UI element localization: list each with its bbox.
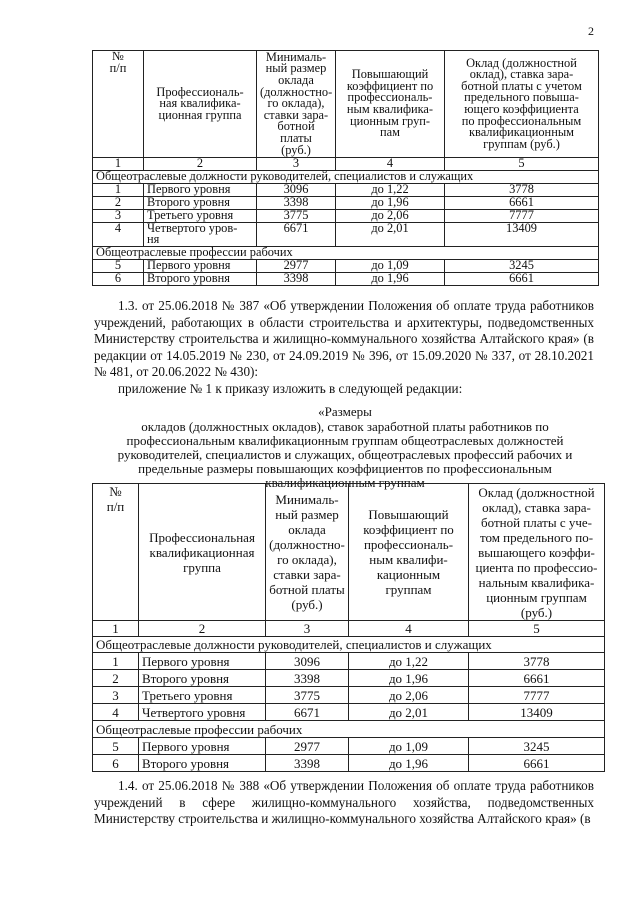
row-min-salary: 3398: [266, 670, 349, 687]
row-number: 4: [93, 704, 139, 721]
row-min-salary: 3398: [257, 272, 336, 285]
row-coefficient: до 2,01: [336, 222, 445, 246]
column-number: 5: [469, 621, 605, 637]
row-salary-max: 6661: [469, 755, 605, 772]
table-row: [93, 272, 599, 285]
row-group: Второго уровня: [139, 670, 266, 687]
column-number: 4: [349, 621, 469, 637]
column-number: 2: [139, 621, 266, 637]
row-min-salary: 2977: [266, 738, 349, 755]
row-group: Первого уровня: [139, 738, 266, 755]
column-number: 4: [336, 158, 445, 171]
row-salary-max: 3778: [469, 653, 605, 670]
row-coefficient: до 2,06: [349, 687, 469, 704]
row-coefficient: до 2,06: [336, 209, 445, 222]
row-group: Второго уровня: [139, 755, 266, 772]
table-row: [93, 738, 605, 755]
row-salary-max: 6661: [445, 196, 599, 209]
table-row: [93, 222, 599, 246]
header-number: № п/п: [93, 51, 144, 158]
table-row: [93, 653, 605, 670]
column-number-row: [93, 621, 605, 637]
salary-table-1: [92, 50, 599, 286]
row-coefficient: до 1,09: [336, 259, 445, 272]
row-group: Второго уровня: [144, 272, 257, 285]
row-coefficient: до 1,96: [336, 196, 445, 209]
column-number: 3: [266, 621, 349, 637]
row-coefficient: до 2,01: [349, 704, 469, 721]
paragraph-1-4: 1.4. от 25.06.2018 № 388 «Об утверждении Положения об оплате труда работников учреждений в сфере жилищно-коммунального хозяйства, подведомственных Министерству строительства и жилищно-коммунального хозяйства Алтайского края» (в: [94, 778, 594, 826]
table-header-row: [93, 51, 599, 158]
row-coefficient: до 1,22: [349, 653, 469, 670]
row-number: 6: [93, 272, 144, 285]
section-title: Общеотраслевые профессии рабочих: [93, 246, 599, 259]
column-number: 3: [257, 158, 336, 171]
header-min-salary: Минималь- ный размер оклада (должностно- го оклада), ставки зара- ботной платы (руб.): [257, 51, 336, 158]
header-coefficient: Повышающий коэффициент по профессиональ- ным квалифика- ционным груп- пам: [336, 51, 445, 158]
row-number: 2: [93, 196, 144, 209]
row-min-salary: 3398: [266, 755, 349, 772]
header-number: № п/п: [93, 484, 139, 621]
row-salary-max: 13409: [445, 222, 599, 246]
row-min-salary: 3096: [257, 183, 336, 196]
paragraph-appendix: приложение № 1 к приказу изложить в следующей редакции:: [118, 381, 463, 396]
section-row: [93, 637, 605, 653]
row-number: 1: [93, 653, 139, 670]
row-min-salary: 3398: [257, 196, 336, 209]
row-group: Первого уровня: [139, 653, 266, 670]
appendix-title-body: окладов (должностных окладов), ставок заработной платы работников по профессиональным квалификационным группам общеотраслевых должностей руководителей, специалистов и служащих, общеотраслевых профессий рабочих и предельные размеры повышающих коэффициентов по профессиональным квалификационным группам: [117, 418, 573, 490]
row-salary-max: 3245: [469, 738, 605, 755]
row-min-salary: 6671: [257, 222, 336, 246]
row-min-salary: 3775: [257, 209, 336, 222]
row-min-salary: 3096: [266, 653, 349, 670]
row-salary-max: 13409: [469, 704, 605, 721]
header-salary-max: Оклад (должностной оклад), ставка зара- ботной платы с учетом предельного повыша- ющего коэффициента по профессиональным квалификационным группам (руб.): [445, 51, 599, 158]
section-title: Общеотраслевые должности руководителей, специалистов и служащих: [93, 637, 605, 653]
row-number: 3: [93, 687, 139, 704]
header-salary-max: Оклад (должностной оклад), ставка зара- ботной платы с уче- том предельного по- вышающего коэффи- циента по профессио- нальным квалифика- ционным группам (руб.): [469, 484, 605, 621]
row-number: 1: [93, 183, 144, 196]
row-coefficient: до 1,96: [349, 670, 469, 687]
header-coefficient: Повышающий коэффициент по профессиональ- ным квалифи- кационным группам: [349, 484, 469, 621]
row-group: Третьего уровня: [144, 209, 257, 222]
row-salary-max: 7777: [445, 209, 599, 222]
header-min-salary: Минималь- ный размер оклада (должностно- го оклада), ставки зара- ботной платы (руб.): [266, 484, 349, 621]
row-min-salary: 3775: [266, 687, 349, 704]
row-number: 5: [93, 259, 144, 272]
column-number: 1: [93, 158, 144, 171]
table-row: [93, 687, 605, 704]
column-number: 1: [93, 621, 139, 637]
column-number: 5: [445, 158, 599, 171]
table-row: [93, 670, 605, 687]
row-min-salary: 2977: [257, 259, 336, 272]
appendix-title-line1: «Размеры: [318, 404, 372, 419]
table-row: [93, 704, 605, 721]
row-group: Второго уровня: [144, 196, 257, 209]
row-number: 6: [93, 755, 139, 772]
section-row: [93, 721, 605, 738]
row-group: Первого уровня: [144, 183, 257, 196]
row-coefficient: до 1,96: [349, 755, 469, 772]
header-group: Профессиональная квалификационная группа: [139, 484, 266, 621]
row-coefficient: до 1,96: [336, 272, 445, 285]
section-title: Общеотраслевые профессии рабочих: [93, 721, 605, 738]
table-row: [93, 755, 605, 772]
row-number: 3: [93, 209, 144, 222]
row-salary-max: 6661: [469, 670, 605, 687]
page-number: 2: [588, 24, 594, 38]
row-number: 5: [93, 738, 139, 755]
row-salary-max: 3245: [445, 259, 599, 272]
row-group: Четвертого уровня: [139, 704, 266, 721]
salary-table-2: [92, 483, 605, 772]
row-coefficient: до 1,22: [336, 183, 445, 196]
row-group: Третьего уровня: [139, 687, 266, 704]
row-group: Четвертого уров- ня: [144, 222, 257, 246]
row-coefficient: до 1,09: [349, 738, 469, 755]
paragraph-1-3: 1.3. от 25.06.2018 № 387 «Об утверждении Положения об оплате труда работников учреждений, работающих в области строительства и архитектуры, подведомственных Министерству строительства и жилищно-коммунального хозяйства Алтайского края» (в редакции от 14.05.2019 № 230, от 24.09.2019 № 396, от 15.09.2020 № 337, от 28.10.2021 № 481, от 20.06.2022 № 430):: [94, 298, 594, 379]
appendix-title: [100, 405, 590, 490]
row-salary-max: 6661: [445, 272, 599, 285]
row-number: 2: [93, 670, 139, 687]
section-title: Общеотраслевые должности руководителей, специалистов и служащих: [93, 170, 599, 183]
row-number: 4: [93, 222, 144, 246]
column-number: 2: [144, 158, 257, 171]
header-group: Профессиональ- ная квалифика- ционная группа: [144, 51, 257, 158]
table-header-row: [93, 484, 605, 621]
row-salary-max: 3778: [445, 183, 599, 196]
row-salary-max: 7777: [469, 687, 605, 704]
row-min-salary: 6671: [266, 704, 349, 721]
row-group: Первого уровня: [144, 259, 257, 272]
